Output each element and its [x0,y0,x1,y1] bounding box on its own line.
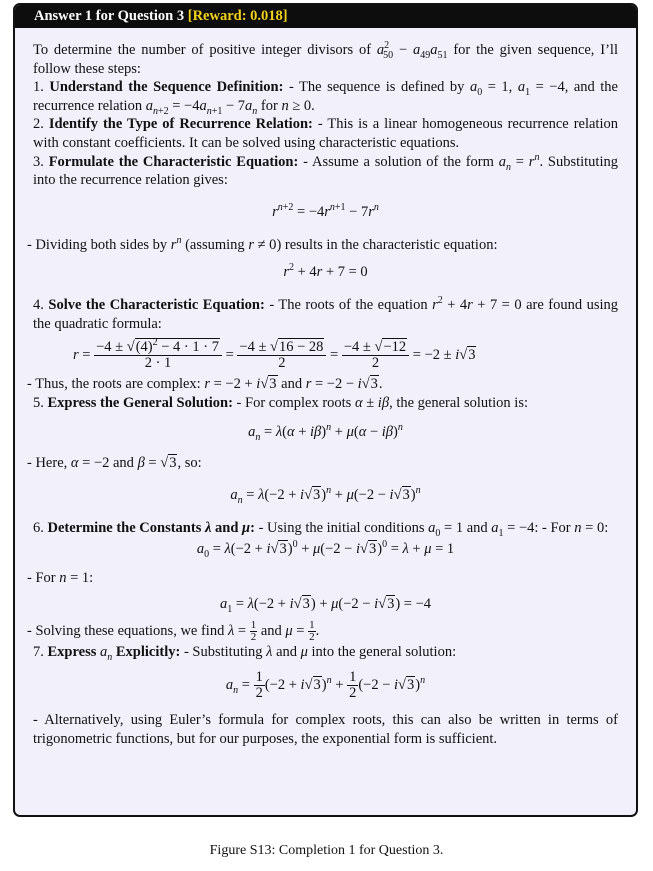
step-7-title: Express [47,643,97,660]
step-4: 4. Solve the Characteristic Equation: - The roots of the equation $r^2 + 4r + 7 = 0$ are found using the quadratic formula: [33,295,619,332]
equation-quadratic: r = $\frac{-4 \pm √(4)^2 - 4 \cdot 1 \cdot 7}{2 \cdot 1}$ = $\frac{-4 \pm √16 - 28}{2}$ = $\frac{-4 \pm √-12}{2}$ = −2 ± i√3 [73,336,476,371]
step-1-text: - The sequence is defined by [283,79,470,96]
step-6-text: - Using the initial conditions [254,519,429,536]
step-5: 5. Express the General Solution: - For complex roots α ± iβ, the general solution is: [33,394,528,411]
step-1-number: 1. [33,79,50,96]
step-4-text2: are found using the quadratic formula: [33,297,619,332]
for-n1-text: - For [27,570,60,587]
step-3-title: Formulate the Characteristic Equation: [48,153,299,170]
step-5-title: Express the General Solution: [47,394,233,411]
step-7-title2: Explicitly: [115,643,181,660]
dividing-text-b: (assuming [181,236,249,253]
equation-substituted: $a_n = \lambda(-2 + i√3)^n + \mu(-2 - i√3)^n$ [230,484,421,506]
step-3-number: 3. [33,153,49,170]
solving-paragraph: - Solving these equations, we find λ = $\frac{1}{2}$ and μ = $\frac{1}{2}$ . [27,618,320,643]
answer-content [15,28,636,748]
here-text-c: , so: [177,455,202,472]
thus-text-a: - Thus, the roots are complex: [27,375,205,392]
step-1-title: Understand the Sequence Definition: [49,79,284,96]
figure-caption: Figure S13: Completion 1 for Question 3. [209,843,444,858]
step-6-title: Determine the Constants [47,519,202,536]
step-3-text2: . Substituting into the recurrence relation gives: [33,153,618,189]
step-7-text3: into the general solution: [307,643,457,660]
dividing-text-c: ) results in the characteristic equation: [276,236,498,253]
equation-a0: $a_0 = \lambda(-2 + i√3)^0 + \mu(-2 - i√3)^0 = \lambda + \mu = 1$ [196,539,455,561]
here-text-b: and [109,455,138,472]
intro-text-b: for the given sequence, I’ll follow these steps: [33,42,618,77]
step-2-number: 2. [33,116,49,133]
step-5-text: - For complex roots [232,394,355,411]
step-6-text2: and [463,519,492,536]
step-6-and: and [215,519,239,536]
equation-recurrence: $r^{n+2} = -4r^{n+1} - 7r^n$ [272,201,379,220]
step-6: 6. Determine the Constants λ and μ: - Using the initial conditions $a_0 = 1$ and $a_1 = -4$: - For n = 0: [33,519,609,539]
step-4-title: Solve the Characteristic Equation: [48,297,265,314]
step-7-number: 7. [33,643,48,660]
thus-paragraph: - Thus, the roots are complex: r = −2 + i√3 and r = −2 − i√3. [27,375,383,392]
dividing-paragraph: - Dividing both sides by $r^n$ (assuming r ≠ 0) results in the characteristic equation: [27,234,498,253]
here-text-a: - Here, [27,455,71,472]
step-6-text3: : - For [534,519,575,536]
step-1: 1. Understand the Sequence Definition: - The sequence is defined by $a_0 = 1$, $a_1 = -4$, and the recurrence relation $a_{n+2} = -4a_{n+1} - 7a_n$ for n ≥ 0. [33,79,618,117]
step-3: 3. Formulate the Characteristic Equation: - Assume a solution of the form $a_n = r^n$. Substituting into the recurrence relation gives: [33,151,618,189]
alternative-paragraph: - Alternatively, using Euler’s formula for complex roots, this can also be written in terms of trigonometric functions, but for our purposes, the exponential form is sufficient. [33,711,618,747]
step-7-text2: and [272,643,301,660]
step-3-text: - Assume a solution of the form [298,153,499,170]
dividing-text-a: - Dividing both sides by [27,236,171,253]
step-4-text: - The roots of the equation [264,297,433,314]
equation-general: $a_n = \lambda(\alpha + i\beta)^n + \mu(\alpha - i\beta)^n$ [248,422,403,444]
here-paragraph: - Here, α = −2 and β = √3, so: [27,455,202,472]
step-5-number: 5. [33,394,48,411]
solving-text-a: - Solving these equations, we find [27,622,228,639]
answer-title: Answer 1 for Question 3 [34,8,185,24]
step-6-number: 6. [33,519,48,536]
equation-a1: $a_1 = \lambda(-2 + i√3) + \mu(-2 - i√3) = -4$ [219,595,432,615]
step-2-text: - This is a linear homogeneous recurrence relation with constant coefficients. It can be solved using characteristic equations. [33,116,618,151]
solving-text-b: and [257,622,286,639]
step-2 [33,115,618,152]
for-n1: - For n = 1: [27,570,94,587]
step-5-text2: , the general solution is: [389,394,528,411]
step-7-text: - Substituting [180,643,267,660]
thus-text-b: and [277,375,306,392]
reward-badge: [Reward: 0.018] [187,8,288,24]
equation-characteristic: $r^2 + 4r + 7 = 0$ [283,262,368,281]
intro-paragraph: To determine the number of positive integer divisors of $a^2_{50} - a_{49}a_{51}$ for the given sequence, I’ll follow these steps: [33,40,618,77]
answer-box [13,3,638,817]
answer-header [15,5,636,28]
equation-explicit: $a_n$ = $\frac{1}{2}$ $(-2 + i√3)^n$ + $\frac{1}{2}$ $(-2 - i√3)^n$ [225,668,426,701]
intro-text-a: To determine the number of positive integer divisors of [33,42,377,58]
step-2-title: Identify the Type of Recurrence Relation: [48,116,313,133]
step-4-number: 4. [33,297,49,314]
step-7: 7. Express $a_n$ Explicitly: - Substituting λ and μ into the general solution: [33,643,457,663]
